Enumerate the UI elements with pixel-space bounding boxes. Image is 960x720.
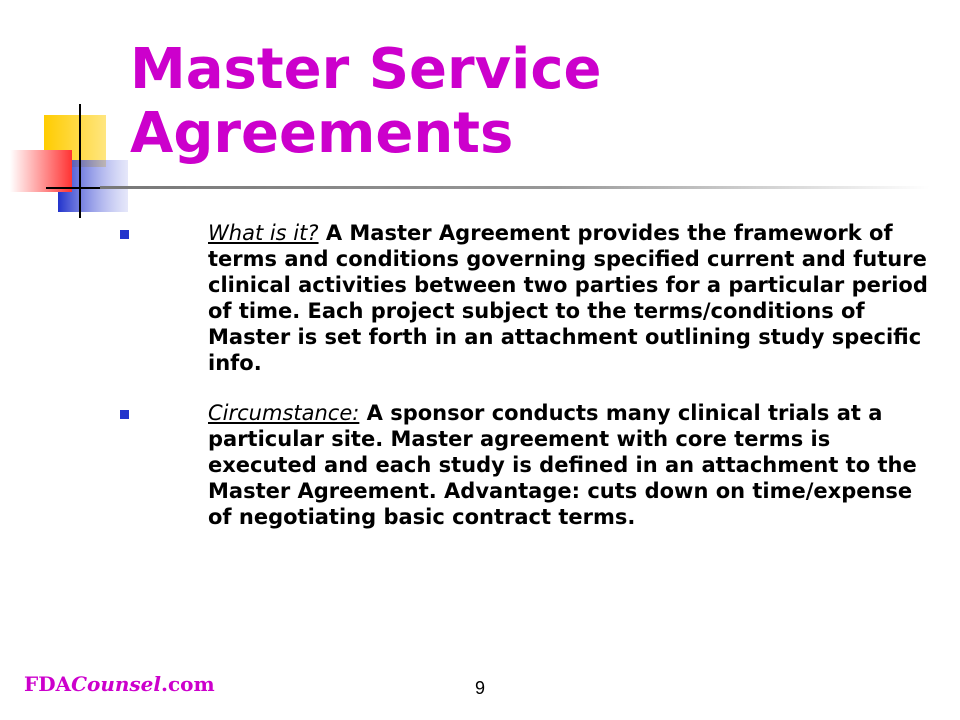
title-line-1: Master Service bbox=[130, 37, 602, 102]
bullet-item-what-is-it bbox=[120, 220, 930, 376]
logo-prefix: FDA bbox=[24, 672, 72, 696]
bullet-text bbox=[208, 220, 930, 376]
bullet-lead-term: What is it? bbox=[208, 221, 319, 245]
bullet-text bbox=[208, 400, 930, 530]
bullet-lead-term: Circumstance: bbox=[208, 401, 360, 425]
logo-suffix: .com bbox=[160, 672, 215, 696]
bullet-body: A Master Agreement provides the framework of terms and conditions governing specified current and future clinical activities between two parties for a particular period of time. Each project subject to the terms/conditions of Master is set forth in an attachment outlining study specific info. bbox=[208, 221, 928, 375]
logo-italic: Counsel bbox=[71, 672, 161, 696]
decor-red-square bbox=[10, 150, 72, 192]
bullet-body: A sponsor conducts many clinical trials at a particular site. Master agreement with core terms is executed and each study is defined in an attachment to the Master Agreement. Advantage: cuts down on time/expense of negotiating basic contract terms. bbox=[208, 401, 917, 529]
bullet-list bbox=[120, 220, 930, 554]
bullet-item-circumstance bbox=[120, 400, 930, 530]
square-bullet-icon bbox=[120, 410, 129, 419]
title-underline-rule bbox=[100, 186, 930, 189]
page-number: 9 bbox=[474, 678, 485, 698]
square-bullet-icon bbox=[120, 230, 129, 239]
decorative-corner-squares bbox=[0, 0, 140, 230]
title-line-2: Agreements bbox=[130, 101, 514, 166]
slide-title bbox=[130, 38, 890, 166]
